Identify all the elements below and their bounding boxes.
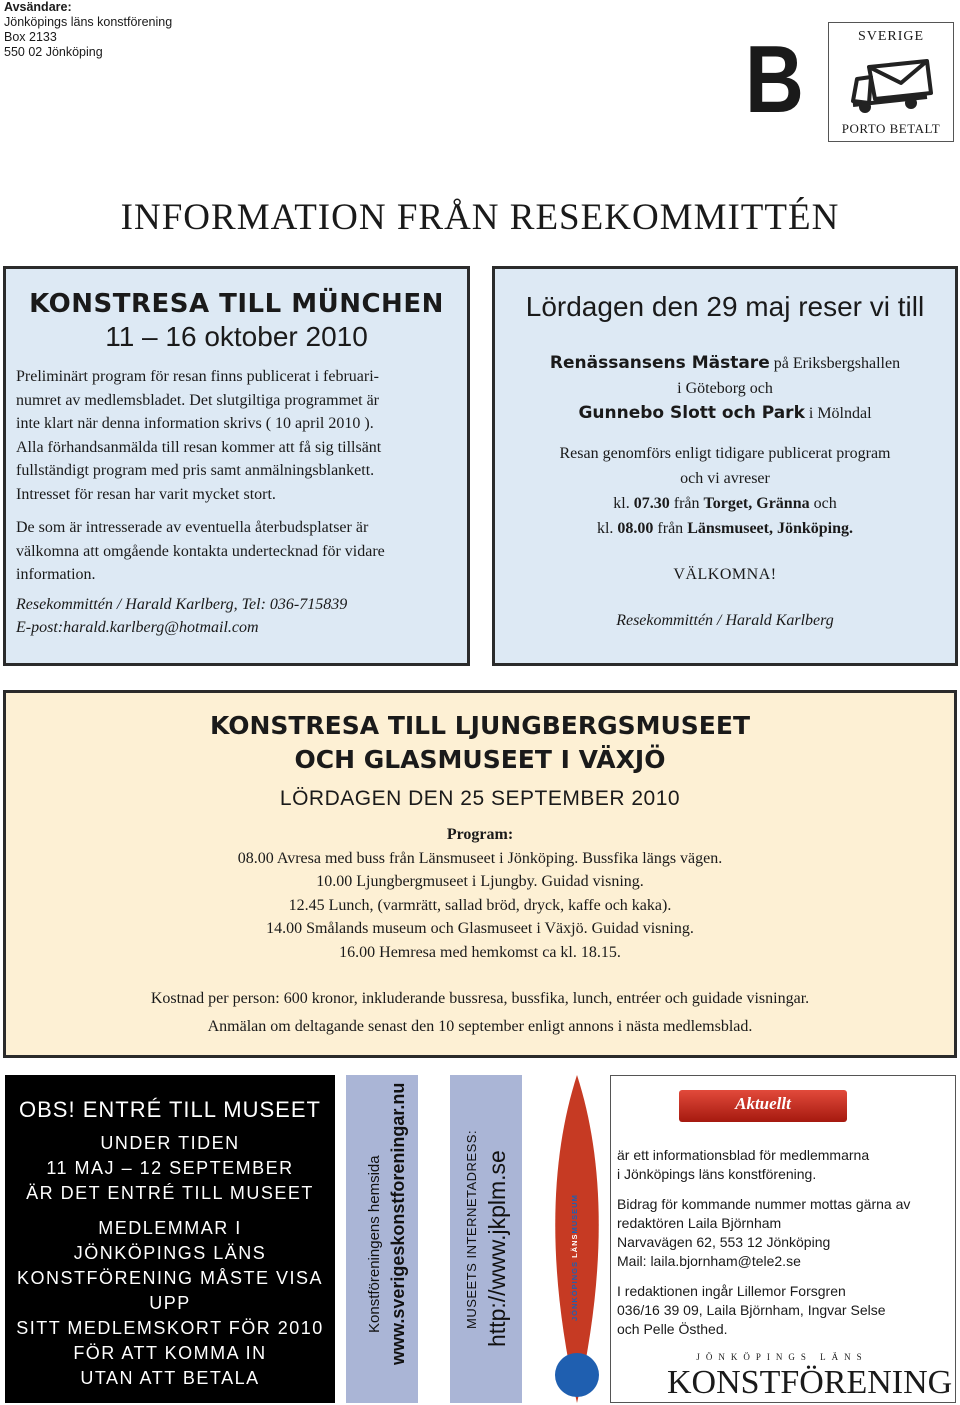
munchen-text-line: välkomna att omgående kontakta undertecknad för vidare [16, 542, 385, 560]
munchen-text-line: inte klart när denna information skrivs ( 10 april 2010 ). [16, 415, 374, 432]
munchen-text-line: Intresset för resan har varit mycket stort. [16, 485, 276, 503]
obs-line: 11 MAJ – 12 SEPTEMBER [46, 1158, 294, 1178]
goteborg-line: Resan genomförs enligt tidigare publicerat program [559, 445, 891, 462]
museum-logo [548, 1075, 606, 1403]
obs-line: UTAN ATT BETALA [80, 1368, 260, 1388]
vaxjo-title-line: KONSTRESA TILL LJUNGBERGSMUSEET [209, 711, 751, 740]
aktuellt-paragraph: I redaktionen ingår Lillemor Forsgren 036/16 39 09, Laila Björnham, Ingvar Selse och Pelle Östhed. [617, 1283, 886, 1337]
museum-logo-text: JÖNKÖPINGS LÄNSMUSEUM [570, 1194, 579, 1321]
vaxjo-signup: Anmälan om deltagande senast den 10 september enligt annons i nästa medlemsblad. [207, 1018, 753, 1035]
stamp-country: SVERIGE [857, 29, 925, 44]
sender-address [4, 0, 172, 60]
sender-label: Avsändare: [4, 0, 72, 14]
sender-city: 550 02 Jönköping [4, 45, 103, 59]
sender-name: Jönköpings läns konstförening [4, 15, 173, 29]
logo-big-text: KONSTFÖRENING [667, 1364, 953, 1401]
munchen-text-line: information. [16, 566, 96, 583]
munchen-text-line: fullständigt program med pris samt anmälningsblankett. [16, 462, 375, 479]
goteborg-line [495, 401, 955, 426]
obs-line: SITT MEDLEMSKORT FÖR 2010 [16, 1318, 324, 1338]
obs-line: KONSTFÖRENING MÅSTE VISA [16, 1268, 324, 1288]
obs-line: UNDER TIDEN [100, 1133, 240, 1153]
vaxjo-cost: Kostnad per person: 600 kronor, inkluderande bussresa, bussfika, lunch, entréer och guidade visningar. [150, 990, 810, 1007]
postage-stamp [828, 22, 954, 142]
aktuellt-box [610, 1075, 956, 1403]
program-item: 12.45 Lunch, (varmrätt, sallad bröd, dryck, kaffe och kaka). [288, 896, 672, 914]
page-title: INFORMATION FRÅN RESEKOMMITTÉN [120, 197, 840, 238]
program-item: 10.00 Ljungbergmuseet i Ljungby. Guidad visning. [316, 873, 644, 890]
obs-title: OBS! ENTRÉ TILL MUSEET [19, 1097, 321, 1122]
munchen-dates: 11 – 16 oktober 2010 [105, 321, 368, 352]
exhibition-venue: i Mölndal [804, 405, 872, 422]
vaxjo-program [6, 823, 954, 964]
aktuellt-paragraph: är ett informationsblad för medlemmarna i Jönköpings läns konstförening. [617, 1147, 870, 1182]
munchen-contact-email[interactable]: E-post:harald.karlberg@hotmail.com [16, 619, 259, 636]
aktuellt-banner-text: Aktuellt [735, 1094, 791, 1113]
obs-line: FÖR ATT KOMMA IN [73, 1343, 267, 1363]
munchen-text-line: De som är intresserade av eventuella återbudsplatser är [16, 519, 369, 536]
munchen-text-line: Preliminärt program för resan finns publicerat i februari- [16, 368, 379, 385]
exhibition-name: Gunnebo Slott och Park [578, 403, 805, 423]
sender-box: Box 2133 [4, 30, 57, 44]
obs-period [5, 1131, 335, 1206]
program-item: 14.00 Smålands museum och Glasmuseet i Växjö. Guidad visning. [266, 920, 694, 937]
editor-email[interactable]: Mail: laila.bjornham@tele2.se [617, 1253, 801, 1269]
obs-entrance-box [5, 1075, 335, 1403]
munchen-body [16, 365, 457, 640]
departure-2: kl. 08.00 från Länsmuseet, Jönköping. [596, 520, 854, 537]
goteborg-signature: Resekommittén / Harald Karlberg [616, 612, 834, 629]
welcome-text: VÄLKOMNA! [673, 566, 777, 583]
goteborg-body [495, 351, 955, 633]
stamp-paid: PORTO BETALT [841, 121, 941, 136]
obs-members [5, 1216, 335, 1391]
aktuellt-banner [679, 1090, 847, 1122]
goteborg-line: och vi avreser [680, 470, 770, 487]
munchen-contact [16, 593, 457, 640]
vaxjo-cost-info [6, 985, 954, 1041]
vaxjo-trip-box [3, 690, 957, 1058]
obs-line: MEDLEMMAR I [98, 1218, 242, 1238]
mail-truck-icon [847, 53, 937, 117]
obs-line: JÖNKÖPINGS LÄNS [73, 1243, 267, 1263]
museum-site-label: MUSEETS INTERNETADRESS: [464, 1129, 479, 1329]
homepage-link[interactable]: www.sverigeskonstforeningar.nu [388, 1082, 408, 1365]
homepage-box [346, 1075, 418, 1403]
goteborg-trip-box [492, 266, 958, 666]
obs-line: ÄR DET ENTRÉ TILL MUSEET [26, 1183, 314, 1203]
munchen-trip-box [3, 266, 470, 666]
obs-line: UPP [149, 1293, 191, 1313]
goteborg-title: Lördagen den 29 maj reser vi till [525, 291, 925, 322]
departure-1: kl. 07.30 från Torget, Gränna och [613, 495, 837, 512]
postage-class: B [745, 26, 804, 133]
munchen-title: KONSTRESA TILL MÜNCHEN [29, 289, 444, 319]
exhibition-venue: på Eriksbergshallen [769, 355, 901, 372]
program-item: 08.00 Avresa med buss från Länsmuseet i Jönköping. Bussfika längs vägen. [237, 849, 723, 867]
konstforening-logo [667, 1348, 953, 1401]
homepage-label: Konstföreningens hemsida [366, 1155, 383, 1333]
goteborg-line [495, 351, 955, 376]
munchen-text-line: Alla förhandsanmälda till resan kommer att få sig tillsänt [16, 438, 382, 456]
program-label: Program: [446, 826, 514, 843]
aktuellt-paragraph: Bidrag för kommande nummer mottas gärna av redaktören Laila Björnham Narvavägen 62, 553 12 Jönköping Mail: laila.bjornham@tele2.se [617, 1196, 911, 1269]
munchen-text-line: numret av medlemsbladet. Det slutgiltiga programmet är [16, 391, 380, 409]
munchen-paragraph-2 [16, 516, 457, 587]
goteborg-line: i Göteborg och [677, 380, 773, 397]
munchen-contact-phone: Resekommittén / Harald Karlberg, Tel: 036-715839 [16, 595, 348, 613]
vaxjo-date: LÖRDAGEN DEN 25 SEPTEMBER 2010 [279, 787, 681, 810]
aktuellt-text [617, 1146, 949, 1350]
exhibition-name: Renässansens Mästare [549, 353, 770, 373]
program-item: 16.00 Hemresa med hemkomst ca kl. 18.15. [339, 943, 621, 961]
logo-small-text: JÖNKÖPINGS LÄNS [696, 1352, 868, 1362]
museum-site-link[interactable]: http://www.jkplm.se [484, 1150, 510, 1347]
vaxjo-title-line: OCH GLASMUSEET I VÄXJÖ [294, 745, 666, 774]
museum-site-box [450, 1075, 522, 1403]
vaxjo-title [6, 709, 954, 777]
